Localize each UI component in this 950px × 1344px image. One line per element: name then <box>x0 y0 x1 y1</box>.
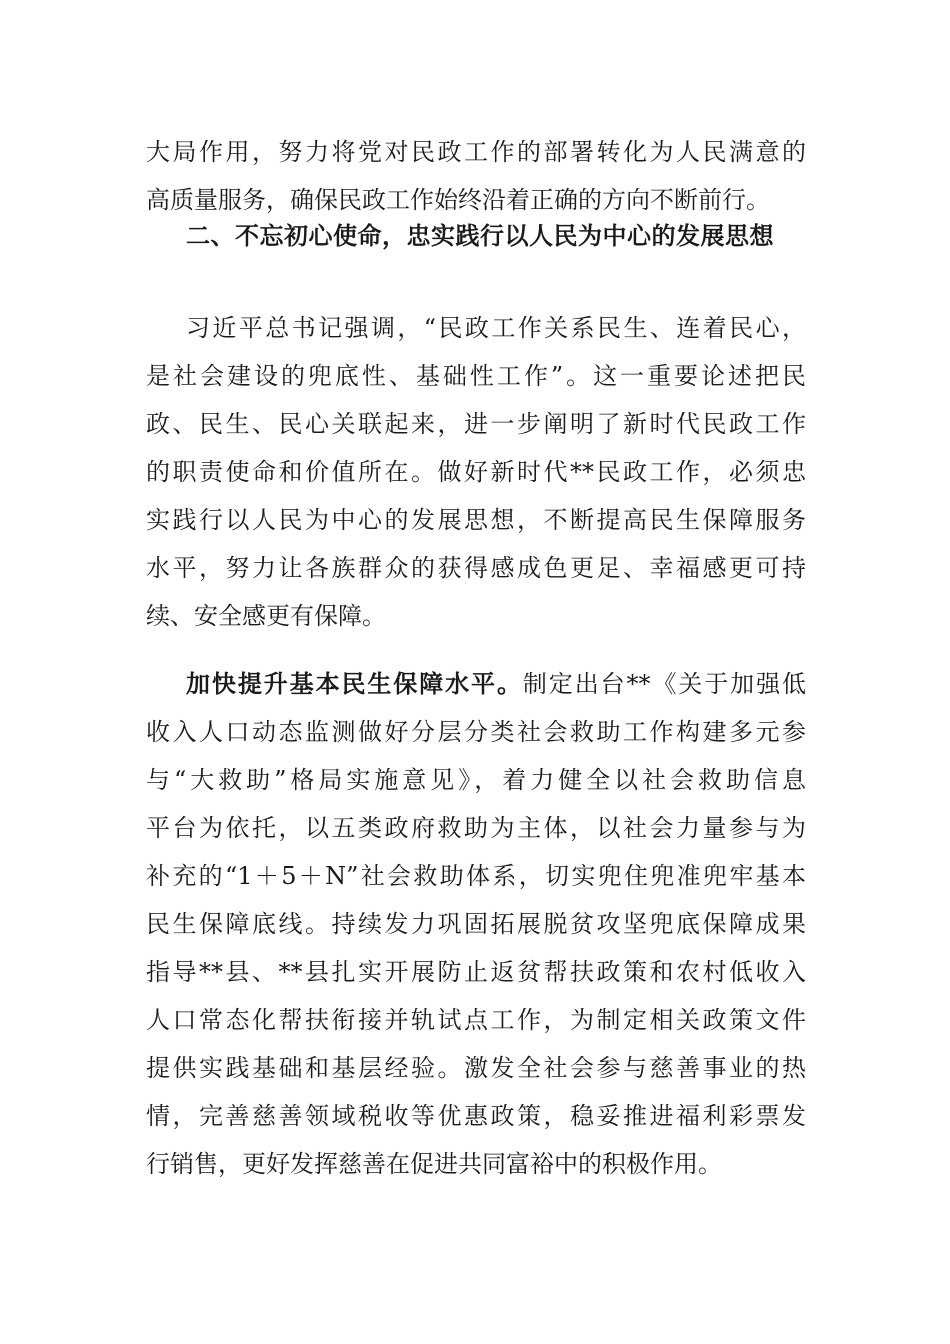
text-line: 高质量服务，确保民政工作始终沿着正确的方向不断前行。 <box>146 186 770 214</box>
text-line: 续、安全感更有保障。 <box>146 602 386 630</box>
text-line: 与“大救助”格局实施意见》，着力健全以社会救助信息 <box>146 766 806 794</box>
paragraph-first-line <box>186 669 806 699</box>
section-heading: 二、不忘初心使命，忠实践行以人民为中心的发展思想 <box>186 222 774 250</box>
text-line: 大局作用，努力将党对民政工作的部署转化为人民满意的 <box>146 138 806 166</box>
text-line: 指导**县、**县扎实开展防止返贫帮扶政策和农村低收入 <box>146 958 806 986</box>
text-line: 情，完善慈善领域税收等优惠政策，稳妥推进福利彩票发 <box>146 1102 806 1130</box>
text-line: 人口常态化帮扶衔接并轨试点工作，为制定相关政策文件 <box>146 1006 806 1034</box>
text-line: 的职责使命和价值所在。做好新时代**民政工作，必须忠 <box>146 458 806 486</box>
text-line: 收入人口动态监测做好分层分类社会救助工作构建多元参 <box>146 718 806 746</box>
text-line: 习近平总书记强调，“民政工作关系民生、连着民心， <box>186 314 806 342</box>
bold-lead-text: 加快提升基本民生保障水平。 <box>186 670 523 698</box>
text-line: 是社会建设的兜底性、基础性工作”。这一重要论述把民 <box>146 362 806 390</box>
text-span: 制定出台**《关于加强低 <box>522 670 806 698</box>
text-line: 行销售，更好发挥慈善在促进共同富裕中的积极作用。 <box>146 1150 722 1178</box>
text-line: 提供实践基础和基层经验。激发全社会参与慈善事业的热 <box>146 1054 806 1082</box>
text-line: 民生保障底线。持续发力巩固拓展脱贫攻坚兜底保障成果 <box>146 910 806 938</box>
text-line: 实践行以人民为中心的发展思想，不断提高民生保障服务 <box>146 506 806 534</box>
text-line: 平台为依托，以五类政府救助为主体，以社会力量参与为 <box>146 814 806 842</box>
text-line: 政、民生、民心关联起来，进一步阐明了新时代民政工作 <box>146 410 806 438</box>
text-line: 补充的“1＋5＋N”社会救助体系，切实兜住兜准兜牢基本 <box>146 862 806 890</box>
text-line: 水平，努力让各族群众的获得感成色更足、幸福感更可持 <box>146 554 806 582</box>
